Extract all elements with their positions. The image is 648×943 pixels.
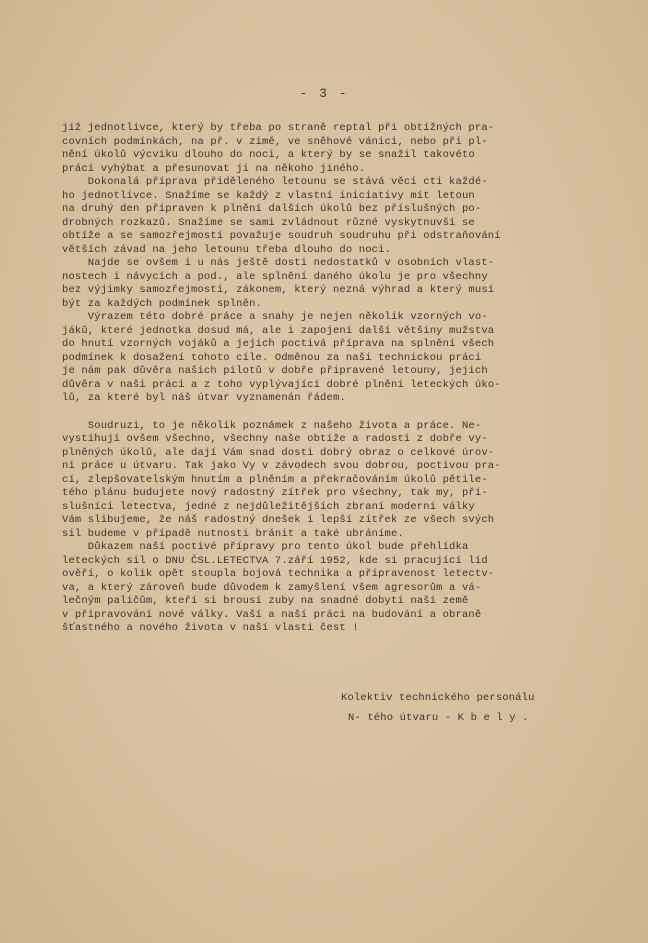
text-line: slušníci letectva, jedné z nejdůležitějších zbraní moderní války: [62, 500, 475, 513]
text-line: nění úkolů výcviku dlouho do noci, a který by se snažil takovéto: [62, 149, 475, 161]
text-line: Důkazem naší poctivé přípravy pro tento úkol bude přehlídka: [62, 541, 469, 553]
text-line: vystihují ovšem všechno, všechny naše obtíže a radosti z dobře vy-: [62, 433, 488, 445]
text-line: již jednotlivce, který by třeba po straně reptal při obtížných pra-: [62, 122, 495, 134]
text-line: ověří, o kolik opět stoupla bojová technika a připravenost letectv-: [62, 568, 495, 580]
text-line: je nám pak důvěra našich pilotů v dobře připravené letouny, jejich: [62, 365, 488, 377]
text-line: plněných úkolů, ale dají Vám snad dosti dobrý obraz o celkové úrov-: [62, 446, 495, 459]
letter-body: [62, 122, 634, 636]
paragraph-2: [62, 176, 634, 406]
text-line: ho jednotlivce. Snažíme se každý z vlastní iniciativy mít letoun: [62, 189, 475, 202]
text-line: lečným paličům, kteří si brousí zuby na snadné dobytí naší země: [62, 595, 469, 607]
text-line: obtíže a se samozřejmostí považuje soudruh soudruhu při odstraňování: [62, 230, 501, 242]
text-line: být za každých podmínek splněn.: [62, 297, 262, 310]
text-line: sil budeme v případě nutnosti bránit a také ubráníme.: [62, 527, 404, 540]
text-line: ni práce u útvaru. Tak jako Vy v závodech svou dobrou, poctivou pra-: [62, 460, 501, 472]
text-line: do hnutí vzorných vojáků a jejich poctivá příprava na splnění všech: [62, 338, 495, 350]
paragraph-3: [62, 420, 634, 636]
text-line: Soudruzi, to je několik poznámek z našeho života a práce. Ne-: [62, 419, 482, 432]
text-line: leteckých sil o DNU ČSL.LETECTVA 7.září 1952, kde si pracující lid: [62, 554, 488, 567]
text-line: bez výjimky samozřejmostí, zákonem, který nezná výhrad a který musí: [62, 284, 495, 296]
text-line: Najde se ovšem i u nás ještě dosti nedostatků v osobních vlast-: [62, 257, 495, 269]
text-line: na druhý den připraven k plnění dalších úkolů bez příslušných po-: [62, 203, 482, 215]
text-line: šťastného a nového života v naší vlasti čest !: [62, 622, 359, 634]
text-line: jáků, které jednotka dosud má, ale i zapojení další většiny mužstva: [62, 324, 495, 337]
text-line: podmínek k dosažení tohoto cíle. Odměnou za naši technickou práci: [62, 351, 482, 364]
paragraph-1: [62, 122, 634, 176]
signature-line-1: Kolektiv technického personálu: [341, 692, 535, 704]
text-line: v připravování nové války. Vaší a naší práci na budování a obraně: [62, 608, 482, 621]
text-line: cí, zlepšovatelským hnutím a plněním a překračováním úkolů pětile-: [62, 473, 488, 486]
text-line: nostech i návycích a pod., ale splnění daného úkolu je pro všechny: [62, 270, 488, 283]
text-line: lů, za které byl náš útvar vyznamenán řádem.: [62, 392, 346, 404]
text-line: Výrazem této dobré práce a snahy je nejen několik vzorných vo-: [62, 311, 488, 323]
text-line: covních podmínkách, na př. v zimě, ve sněhové vánici, nebo při pl-: [62, 135, 488, 148]
signature-line-2: N- tého útvaru - K b e l y .: [348, 712, 529, 724]
paragraph-gap: [62, 406, 634, 420]
text-line: důvěra v naši práci a z toho vyplývající dobré plnění leteckých úko-: [62, 378, 501, 391]
text-line: práci vyhýbat a přesunovat ji na někoho jiného.: [62, 162, 366, 175]
text-line: tého plánu budujete nový radostný zítřek pro všechny, tak my, pří-: [62, 487, 488, 499]
text-line: drobných rozkazů. Snažíme se sami zvládnout různé vyskytnuvší se: [62, 216, 475, 229]
page-number: - 3 -: [299, 86, 349, 101]
text-line: Dokonalá příprava přiděleného letounu se stává věcí cti každé-: [62, 176, 488, 188]
text-line: větších závad na jeho letounu třeba dlouho do noci.: [62, 243, 392, 256]
text-line: va, a který zároveň bude důvodem k zamyšlení všem agresorům a vá-: [62, 581, 482, 594]
text-line: Vám slibujeme, že náš radostný dnešek i lepší zítřek ze všech svých: [62, 514, 495, 526]
